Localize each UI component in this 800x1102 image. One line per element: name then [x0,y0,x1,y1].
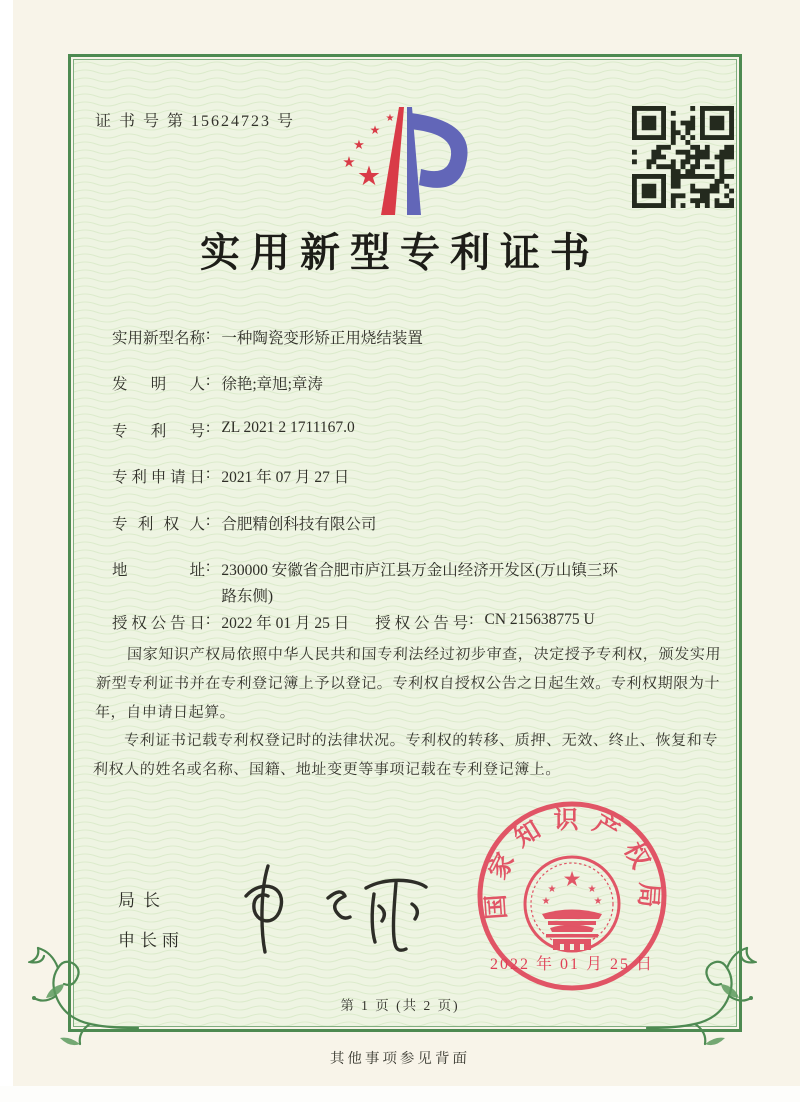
seal-agency-text: 国家知识产权局 [481,806,663,921]
legal-paragraph-2: 专利证书记载专利权登记时的法律状况。专利权的转移、质押、无效、终止、恢复和专利权人的姓名或名称、国籍、地址变更等事项记载在专利登记簿上。 [92,733,719,779]
director-name: 申长雨 [118,931,184,950]
field-label: 实用新型名称 [112,330,206,347]
colon: : [469,611,474,628]
field-label: 专利权人 [112,516,205,533]
svg-text:★: ★ [342,155,356,171]
svg-text:★: ★ [587,884,597,895]
field-row-filing-date [112,465,349,487]
certificate-number: 证 书 号 第 15624723 号 [95,113,296,130]
field-value: 230000 安徽省合肥市庐江县万金山经济开发区(万山镇三环路东侧) [221,562,618,605]
colon: : [206,512,211,529]
field-row-patent-no [112,419,355,441]
field-label: 授权公告号 [375,615,469,632]
field-value: 合肥精创科技有限公司 [221,516,377,533]
seal-date: 2022 年 01 月 25 日 [490,956,655,973]
field-value: 2022 年 01 月 25 日 [221,615,350,632]
field-row-inventors [112,372,323,394]
colon: : [206,465,211,482]
svg-text:★: ★ [562,867,582,891]
legal-text [92,641,721,785]
colon: : [206,611,211,628]
svg-text:★: ★ [353,137,365,152]
back-note: 其他事项参见背面 [329,1051,471,1067]
field-value: 徐艳;章旭;章涛 [221,376,323,393]
national-emblem-icon [525,857,619,951]
legal-paragraph-1: 国家知识产权局依照中华人民共和国专利法经过初步审查，决定授予专利权，颁发实用新型专利证书并在专利登记簿上予以登记。专利权自授权公告之日起生效。专利权期限为十年，自申请日起算。 [94,647,722,721]
field-row-patentee [112,512,376,534]
svg-text:★: ★ [547,884,557,895]
colon: : [206,419,211,436]
field-value: ZL 2021 2 1711167.0 [221,419,355,436]
field-row-grant [112,611,595,633]
field-row-address [112,558,629,609]
svg-text:★: ★ [356,161,382,191]
svg-text:★: ★ [541,896,551,907]
cnipa-logo-icon [323,103,481,221]
svg-text:★: ★ [369,123,381,137]
field-label: 发明人 [112,376,205,393]
field-label: 授权公告日 [112,615,205,632]
field-label: 地址 [112,562,205,579]
qr-code [632,106,734,208]
field-row-name [112,326,423,348]
svg-text:★: ★ [385,113,395,124]
field-label: 专利申请日 [112,469,205,486]
svg-text:国家知识产权局 [481,806,663,920]
svg-text:★: ★ [593,896,603,907]
field-label: 专利号 [112,423,205,440]
field-value: CN 215638775 U [484,611,595,628]
director-signature [228,852,443,964]
colon: : [206,558,211,575]
field-value: 一种陶瓷变形矫正用烧结装置 [221,330,423,347]
director-title: 局长 [118,891,168,910]
colon: : [206,326,211,343]
certificate-title: 实用新型专利证书 [200,230,600,275]
field-value: 2021 年 07 月 27 日 [221,469,350,486]
page-number: 第 1 页 (共 2 页) [340,998,460,1013]
colon: : [206,372,211,389]
scan-edge [0,1086,800,1102]
